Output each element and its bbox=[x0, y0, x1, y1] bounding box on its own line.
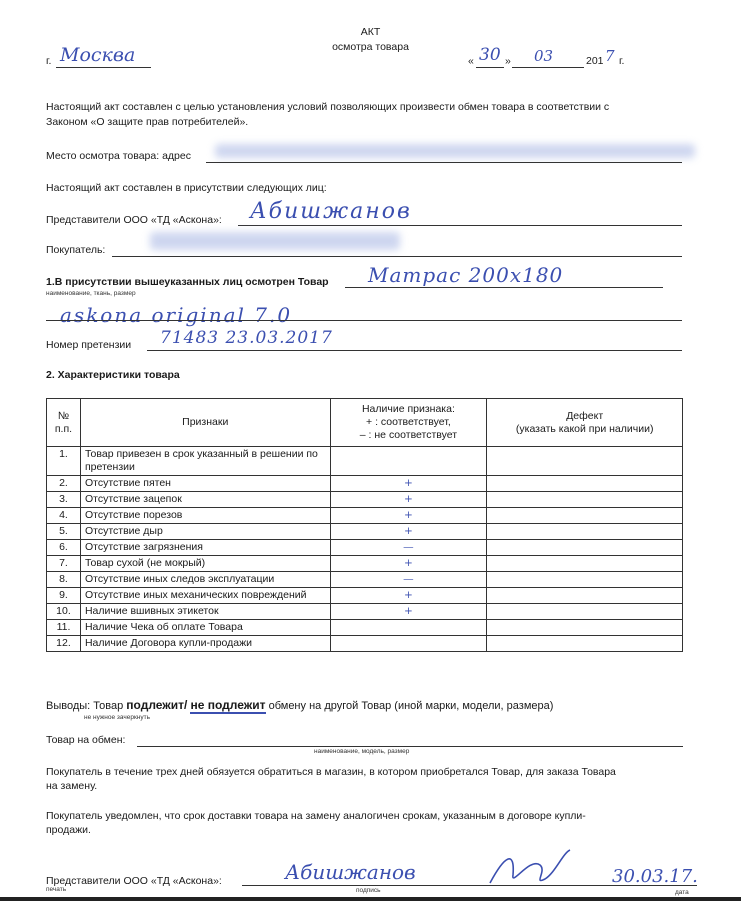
section1-underline-1 bbox=[345, 287, 663, 288]
conclusion-option-b: не подлежит bbox=[190, 698, 266, 712]
row-num: 4. bbox=[47, 508, 81, 524]
row-num: 12. bbox=[47, 636, 81, 652]
row-presence-mark bbox=[330, 620, 487, 636]
row-sign: Товар привезен в срок указанный в решении по претензии bbox=[80, 447, 330, 476]
footer-signature: Абишжанов bbox=[285, 860, 416, 884]
claim-value: 71483 23.03.2017 bbox=[160, 328, 333, 348]
representatives-label: Представители ООО «ТД «Аскона»: bbox=[46, 214, 222, 226]
section1-underline-2 bbox=[46, 320, 682, 321]
table-row bbox=[47, 447, 683, 476]
header-defect bbox=[487, 399, 683, 447]
table-row bbox=[47, 492, 683, 508]
section1-value-2: askona original 7.0 bbox=[60, 303, 293, 327]
row-sign: Отсутствие зацепок bbox=[80, 492, 330, 508]
para2-line-1: Покупатель уведомлен, что срок доставки товара на замену аналогичен срокам, указанным в договоре купли- bbox=[46, 810, 586, 822]
row-presence-mark: + bbox=[330, 556, 487, 572]
row-presence-mark: + bbox=[330, 524, 487, 540]
city-prefix: г. bbox=[46, 55, 52, 67]
row-num: 10. bbox=[47, 604, 81, 620]
footer-sign-hint: подпись bbox=[356, 887, 381, 894]
row-defect bbox=[487, 620, 683, 636]
presence-text: Настоящий акт составлен в присутствии следующих лиц: bbox=[46, 182, 327, 194]
row-sign: Товар сухой (не мокрый) bbox=[80, 556, 330, 572]
section1-value-1: Матрас 200х180 bbox=[368, 263, 564, 287]
section1-hint: наименование, ткань, размер bbox=[46, 290, 136, 297]
row-num: 6. bbox=[47, 540, 81, 556]
header-presence-line-3: – : не соответствует bbox=[359, 429, 458, 441]
header-num: № п.п. bbox=[47, 399, 81, 447]
table-header-row bbox=[47, 399, 683, 447]
row-presence-mark: — bbox=[330, 572, 487, 588]
footer-label: Представители ООО «ТД «Аскона»: bbox=[46, 875, 222, 887]
row-defect bbox=[487, 588, 683, 604]
conclusion-line bbox=[46, 699, 553, 713]
row-num: 5. bbox=[47, 524, 81, 540]
page-bottom-edge bbox=[0, 897, 741, 901]
place-underline bbox=[206, 162, 682, 163]
row-defect bbox=[487, 604, 683, 620]
table-row bbox=[47, 524, 683, 540]
row-defect bbox=[487, 572, 683, 588]
header-defect-line-1: Дефект bbox=[566, 409, 604, 422]
claim-underline bbox=[147, 350, 682, 351]
row-defect bbox=[487, 476, 683, 492]
row-defect bbox=[487, 492, 683, 508]
document-title: АКТ bbox=[360, 26, 381, 38]
date-day-underline bbox=[476, 67, 504, 68]
city-underline bbox=[56, 67, 151, 68]
buyer-label: Покупатель: bbox=[46, 244, 106, 256]
header-sign: Признаки bbox=[80, 399, 330, 447]
city-value: Москва bbox=[60, 44, 136, 66]
para1-line-2: на замену. bbox=[46, 780, 98, 792]
row-num: 1. bbox=[47, 447, 81, 476]
row-sign: Отсутствие иных следов эксплуатации bbox=[80, 572, 330, 588]
place-label: Место осмотра товара: адрес bbox=[46, 150, 191, 162]
table-row bbox=[47, 636, 683, 652]
row-presence-mark bbox=[330, 636, 487, 652]
row-sign: Отсутствие иных механических повреждений bbox=[80, 588, 330, 604]
buyer-underline bbox=[112, 256, 682, 257]
table-row bbox=[47, 508, 683, 524]
row-sign: Наличие вшивных этикеток bbox=[80, 604, 330, 620]
row-presence-mark: + bbox=[330, 508, 487, 524]
conclusion-label: Выводы: Товар bbox=[46, 700, 124, 712]
redacted-address bbox=[215, 144, 695, 158]
row-sign: Отсутствие загрязнения bbox=[80, 540, 330, 556]
section2-title: 2. Характеристики товара bbox=[46, 369, 180, 381]
characteristics-table bbox=[46, 398, 683, 652]
row-defect bbox=[487, 447, 683, 476]
date-open-quote: « bbox=[468, 55, 474, 67]
row-presence-mark: + bbox=[330, 604, 487, 620]
table-row bbox=[47, 588, 683, 604]
row-defect bbox=[487, 540, 683, 556]
signature-scribble bbox=[485, 845, 575, 890]
date-month: 03 bbox=[534, 47, 554, 65]
exchange-underline bbox=[137, 746, 683, 747]
row-sign: Наличие Договора купли-продажи bbox=[80, 636, 330, 652]
footer-date-hint: дата bbox=[675, 889, 689, 896]
row-defect bbox=[487, 508, 683, 524]
conclusion-option-a: подлежит/ bbox=[126, 698, 188, 712]
row-num: 9. bbox=[47, 588, 81, 604]
row-sign: Отсутствие дыр bbox=[80, 524, 330, 540]
row-defect bbox=[487, 636, 683, 652]
table-row bbox=[47, 540, 683, 556]
header-defect-line-2: (указать какой при наличии) bbox=[515, 422, 654, 435]
row-defect bbox=[487, 524, 683, 540]
table-row bbox=[47, 476, 683, 492]
date-year-unit: г. bbox=[619, 55, 625, 67]
date-month-underline bbox=[512, 67, 584, 68]
row-num: 3. bbox=[47, 492, 81, 508]
row-sign: Наличие Чека об оплате Товара bbox=[80, 620, 330, 636]
header-presence-line-2: + : соответствует, bbox=[366, 416, 451, 428]
row-num: 11. bbox=[47, 620, 81, 636]
table-row bbox=[47, 572, 683, 588]
conclusion-hint: не нужное зачеркнуть bbox=[84, 714, 151, 721]
intro-line-2: Законом «О защите прав потребителей». bbox=[46, 116, 249, 128]
table-row bbox=[47, 620, 683, 636]
row-num: 2. bbox=[47, 476, 81, 492]
para2-line-2: продажи. bbox=[46, 824, 91, 836]
representatives-value: Абишжанов bbox=[250, 199, 412, 224]
date-day: 30 bbox=[479, 45, 501, 65]
row-num: 7. bbox=[47, 556, 81, 572]
row-sign: Отсутствие пятен bbox=[80, 476, 330, 492]
representatives-underline bbox=[238, 225, 682, 226]
row-presence-mark: — bbox=[330, 540, 487, 556]
row-defect bbox=[487, 556, 683, 572]
row-presence-mark: + bbox=[330, 492, 487, 508]
date-year-prefix: 201 bbox=[586, 55, 604, 67]
intro-line-1: Настоящий акт составлен с целью установления условий позволяющих произвести обмен товара в соответствии с bbox=[46, 101, 610, 113]
row-sign: Отсутствие порезов bbox=[80, 508, 330, 524]
redacted-buyer bbox=[150, 232, 400, 250]
para1-line-1: Покупатель в течение трех дней обязуется обратиться в магазин, в котором приобретался Товар, для заказа Товара bbox=[46, 766, 616, 778]
table-row bbox=[47, 604, 683, 620]
claim-label: Номер претензии bbox=[46, 339, 132, 351]
row-presence-mark: + bbox=[330, 476, 487, 492]
exchange-hint: наименование, модель, размер bbox=[314, 748, 410, 755]
footer-date-value: 30.03.17. bbox=[612, 866, 698, 887]
header-presence bbox=[330, 399, 487, 447]
row-presence-mark: + bbox=[330, 588, 487, 604]
section1-label: 1.В присутствии вышеуказанных лиц осмотрен Товар bbox=[46, 276, 329, 288]
exchange-label: Товар на обмен: bbox=[46, 734, 126, 746]
header-presence-line-1: Наличие признака: bbox=[361, 403, 455, 415]
date-year-suffix: 7 bbox=[605, 47, 615, 65]
row-presence-mark bbox=[330, 447, 487, 476]
document-subtitle: осмотра товара bbox=[332, 41, 409, 53]
row-num: 8. bbox=[47, 572, 81, 588]
conclusion-rest: обмену на другой Товар (иной марки, модели, размера) bbox=[268, 700, 554, 712]
date-close-quote: » bbox=[505, 55, 511, 67]
table-row bbox=[47, 556, 683, 572]
footer-stamp-hint: печать bbox=[46, 886, 67, 893]
